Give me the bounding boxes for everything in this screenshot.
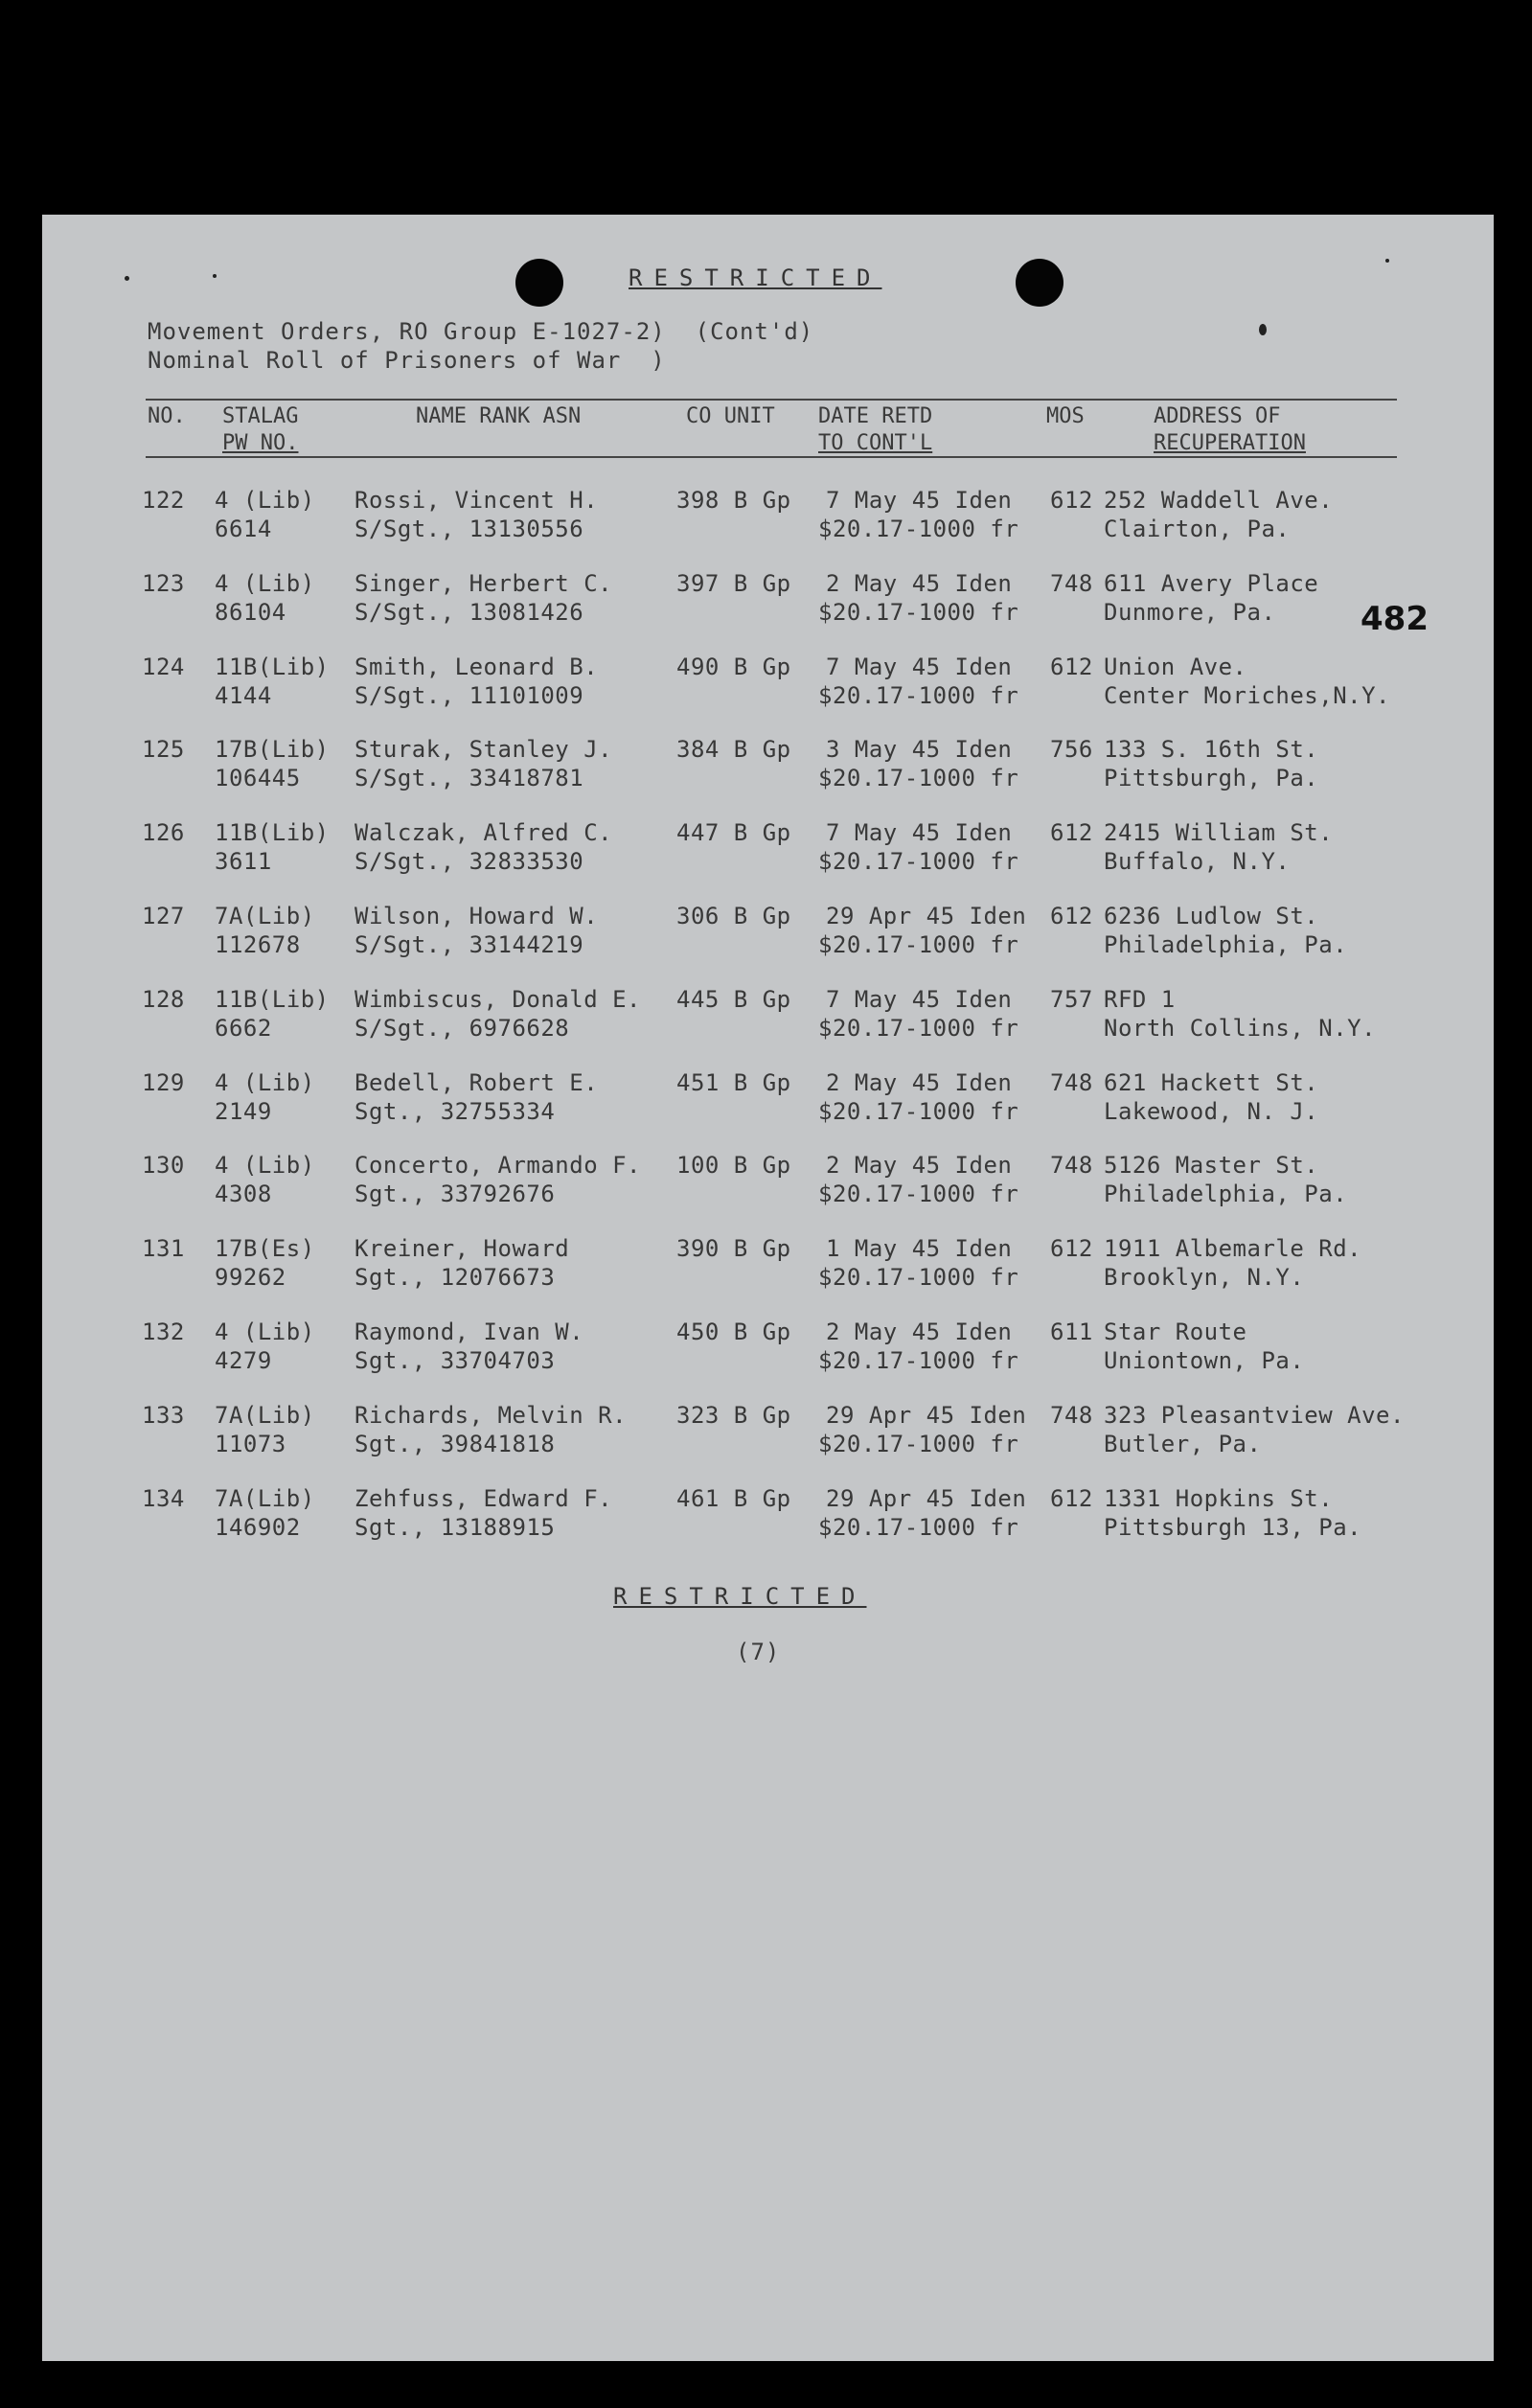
table-row	[42, 903, 1494, 979]
cell-addr2: Center Moriches,N.Y.	[1104, 681, 1390, 709]
col-recuperation: RECUPERATION	[1154, 431, 1306, 455]
table-row	[42, 1152, 1494, 1228]
table-row	[42, 570, 1494, 647]
cell-rank: Sgt., 39841818	[354, 1430, 556, 1457]
cell-unit: 397 B Gp	[676, 569, 791, 597]
col-mos: MOS	[1046, 404, 1085, 428]
cell-mos: 611	[1050, 1319, 1093, 1345]
header-rule-bottom	[146, 456, 1397, 458]
cell-pw: 99262	[215, 1264, 286, 1292]
heading-line-1: Movement Orders, RO Group E-1027-2) (Cont'd)	[148, 318, 814, 345]
cell-addr1: 252 Waddell Ave.	[1104, 487, 1334, 514]
cell-name: Walczak, Alfred C.	[354, 819, 613, 847]
cell-unit: 450 B Gp	[676, 1319, 791, 1345]
cell-mos: 748	[1050, 1068, 1093, 1096]
cell-no: 122	[142, 487, 185, 514]
cell-stalag: 7A(Lib)	[215, 1401, 315, 1429]
cell-stalag: 7A(Lib)	[215, 1484, 315, 1512]
cell-addr2: Uniontown, Pa.	[1104, 1347, 1305, 1374]
cell-date: 29 Apr 45 Iden	[826, 903, 1027, 929]
cell-unit: 390 B Gp	[676, 1235, 791, 1263]
col-no: NO.	[148, 404, 186, 428]
cell-stalag: 7A(Lib)	[215, 903, 315, 929]
table-row	[42, 1235, 1494, 1312]
cell-name: Concerto, Armando F.	[354, 1152, 641, 1180]
cell-name: Bedell, Robert E.	[354, 1068, 599, 1096]
cell-rank: S/Sgt., 32833530	[354, 848, 584, 876]
cell-unit: 100 B Gp	[676, 1152, 791, 1180]
header-rule-top	[146, 399, 1397, 401]
cell-rank: S/Sgt., 33144219	[354, 931, 584, 958]
cell-pay: $20.17-1000 fr	[818, 1347, 1019, 1374]
cell-addr2: Clairton, Pa.	[1104, 516, 1291, 542]
cell-pw: 106445	[215, 765, 301, 792]
heading-line-2: Nominal Roll of Prisoners of War )	[148, 347, 666, 374]
cell-addr2: Lakewood, N. J.	[1104, 1097, 1319, 1125]
cell-addr2: North Collins, N.Y.	[1104, 1014, 1377, 1042]
cell-addr1: RFD 1	[1104, 985, 1176, 1013]
table-row	[42, 1319, 1494, 1395]
cell-no: 133	[142, 1401, 185, 1429]
cell-mos: 748	[1050, 569, 1093, 597]
cell-unit: 398 B Gp	[676, 487, 791, 514]
cell-rank: Sgt., 33704703	[354, 1347, 556, 1374]
speck	[125, 276, 129, 281]
cell-pay: $20.17-1000 fr	[818, 931, 1019, 958]
speck	[213, 274, 217, 278]
cell-name: Rossi, Vincent H.	[354, 487, 599, 514]
cell-pay: $20.17-1000 fr	[818, 1264, 1019, 1292]
cell-rank: S/Sgt., 11101009	[354, 681, 584, 709]
cell-stalag: 4 (Lib)	[215, 487, 315, 514]
cell-addr1: 621 Hackett St.	[1104, 1068, 1319, 1096]
cell-addr1: 5126 Master St.	[1104, 1152, 1319, 1180]
cell-addr1: 6236 Ludlow St.	[1104, 903, 1319, 929]
cell-pw: 4279	[215, 1347, 272, 1374]
cell-addr1: Union Ave.	[1104, 653, 1247, 680]
cell-pay: $20.17-1000 fr	[818, 1181, 1019, 1208]
cell-mos: 612	[1050, 819, 1093, 847]
cell-rank: S/Sgt., 6976628	[354, 1014, 570, 1042]
document-page	[42, 215, 1494, 2361]
cell-name: Wimbiscus, Donald E.	[354, 985, 641, 1013]
cell-unit: 490 B Gp	[676, 653, 791, 680]
cell-no: 124	[142, 653, 185, 680]
cell-no: 123	[142, 569, 185, 597]
cell-unit: 461 B Gp	[676, 1484, 791, 1512]
col-to-control: TO CONT'L	[818, 431, 933, 455]
speck	[1385, 259, 1389, 263]
cell-date: 2 May 45 Iden	[826, 1319, 1013, 1345]
cell-name: Sturak, Stanley J.	[354, 736, 613, 764]
cell-pw: 3611	[215, 848, 272, 876]
cell-pay: $20.17-1000 fr	[818, 1430, 1019, 1457]
cell-mos: 612	[1050, 1235, 1093, 1263]
cell-pw: 4144	[215, 681, 272, 709]
cell-no: 131	[142, 1235, 185, 1263]
cell-pw: 86104	[215, 598, 286, 626]
cell-no: 132	[142, 1319, 185, 1345]
cell-date: 2 May 45 Iden	[826, 1152, 1013, 1180]
table-row	[42, 819, 1494, 896]
cell-mos: 612	[1050, 903, 1093, 929]
cell-addr2: Brooklyn, N.Y.	[1104, 1264, 1305, 1292]
cell-name: Raymond, Ivan W.	[354, 1319, 584, 1345]
cell-unit: 323 B Gp	[676, 1401, 791, 1429]
cell-no: 134	[142, 1484, 185, 1512]
cell-date: 29 Apr 45 Iden	[826, 1484, 1027, 1512]
cell-addr2: Philadelphia, Pa.	[1104, 931, 1348, 958]
page-number: (7)	[736, 1639, 781, 1665]
col-stalag: STALAG	[222, 404, 299, 428]
cell-unit: 384 B Gp	[676, 736, 791, 764]
cell-date: 3 May 45 Iden	[826, 736, 1013, 764]
cell-stalag: 4 (Lib)	[215, 569, 315, 597]
cell-pay: $20.17-1000 fr	[818, 1097, 1019, 1125]
cell-pw: 6662	[215, 1014, 272, 1042]
cell-name: Singer, Herbert C.	[354, 569, 613, 597]
cell-unit: 306 B Gp	[676, 903, 791, 929]
cell-date: 1 May 45 Iden	[826, 1235, 1013, 1263]
speck	[1259, 324, 1267, 335]
cell-pay: $20.17-1000 fr	[818, 1014, 1019, 1042]
cell-pw: 4308	[215, 1181, 272, 1208]
cell-no: 126	[142, 819, 185, 847]
cell-mos: 612	[1050, 1484, 1093, 1512]
cell-pw: 2149	[215, 1097, 272, 1125]
cell-date: 29 Apr 45 Iden	[826, 1401, 1027, 1429]
cell-pw: 112678	[215, 931, 301, 958]
cell-rank: Sgt., 12076673	[354, 1264, 556, 1292]
cell-stalag: 17B(Es)	[215, 1235, 315, 1263]
cell-pw: 6614	[215, 516, 272, 542]
cell-name: Smith, Leonard B.	[354, 653, 599, 680]
cell-rank: S/Sgt., 33418781	[354, 765, 584, 792]
cell-stalag: 17B(Lib)	[215, 736, 330, 764]
cell-addr1: 323 Pleasantview Ave.	[1104, 1401, 1405, 1429]
cell-pay: $20.17-1000 fr	[818, 681, 1019, 709]
table-row	[42, 736, 1494, 813]
cell-unit: 451 B Gp	[676, 1068, 791, 1096]
cell-unit: 447 B Gp	[676, 819, 791, 847]
stamp-number: 482	[1361, 600, 1429, 638]
cell-no: 125	[142, 736, 185, 764]
cell-stalag: 11B(Lib)	[215, 819, 330, 847]
cell-addr2: Pittsburgh, Pa.	[1104, 765, 1319, 792]
cell-pay: $20.17-1000 fr	[818, 1513, 1019, 1541]
punch-hole-left	[515, 259, 563, 307]
cell-unit: 445 B Gp	[676, 985, 791, 1013]
cell-pay: $20.17-1000 fr	[818, 516, 1019, 542]
table-row	[42, 1069, 1494, 1146]
cell-addr1: 611 Avery Place	[1104, 569, 1319, 597]
cell-no: 130	[142, 1152, 185, 1180]
cell-name: Kreiner, Howard	[354, 1235, 570, 1263]
cell-name: Zehfuss, Edward F.	[354, 1484, 613, 1512]
cell-addr1: 2415 William St.	[1104, 819, 1334, 847]
cell-date: 7 May 45 Iden	[826, 487, 1013, 514]
cell-mos: 748	[1050, 1401, 1093, 1429]
cell-pay: $20.17-1000 fr	[818, 598, 1019, 626]
cell-mos: 612	[1050, 653, 1093, 680]
cell-stalag: 4 (Lib)	[215, 1152, 315, 1180]
cell-addr2: Philadelphia, Pa.	[1104, 1181, 1348, 1208]
cell-addr1: 1331 Hopkins St.	[1104, 1484, 1334, 1512]
cell-rank: Sgt., 33792676	[354, 1181, 556, 1208]
cell-addr1: 133 S. 16th St.	[1104, 736, 1319, 764]
cell-date: 7 May 45 Iden	[826, 653, 1013, 680]
col-pw-no: PW NO.	[222, 431, 299, 455]
cell-mos: 748	[1050, 1152, 1093, 1180]
col-date-retd: DATE RETD	[818, 404, 933, 428]
cell-pw: 146902	[215, 1513, 301, 1541]
table-row	[42, 654, 1494, 730]
cell-addr1: 1911 Albemarle Rd.	[1104, 1235, 1362, 1263]
cell-rank: Sgt., 13188915	[354, 1513, 556, 1541]
cell-date: 7 May 45 Iden	[826, 985, 1013, 1013]
cell-name: Richards, Melvin R.	[354, 1401, 628, 1429]
cell-stalag: 11B(Lib)	[215, 985, 330, 1013]
classification-top: RESTRICTED	[629, 264, 882, 291]
cell-addr1: Star Route	[1104, 1319, 1247, 1345]
cell-rank: S/Sgt., 13081426	[354, 598, 584, 626]
cell-addr2: Pittsburgh 13, Pa.	[1104, 1513, 1362, 1541]
cell-mos: 756	[1050, 736, 1093, 764]
cell-rank: Sgt., 32755334	[354, 1097, 556, 1125]
cell-date: 2 May 45 Iden	[826, 569, 1013, 597]
table-row	[42, 1485, 1494, 1562]
cell-mos: 757	[1050, 985, 1093, 1013]
cell-addr2: Butler, Pa.	[1104, 1430, 1262, 1457]
col-address-of: ADDRESS OF	[1154, 404, 1281, 428]
cell-pay: $20.17-1000 fr	[818, 848, 1019, 876]
table-row	[42, 1402, 1494, 1479]
cell-no: 128	[142, 985, 185, 1013]
table-row	[42, 487, 1494, 563]
cell-pay: $20.17-1000 fr	[818, 765, 1019, 792]
cell-mos: 612	[1050, 487, 1093, 514]
cell-addr2: Buffalo, N.Y.	[1104, 848, 1291, 876]
table-row	[42, 986, 1494, 1063]
cell-no: 129	[142, 1068, 185, 1096]
cell-rank: S/Sgt., 13130556	[354, 516, 584, 542]
punch-hole-right	[1016, 259, 1063, 307]
cell-addr2: Dunmore, Pa.	[1104, 598, 1276, 626]
cell-stalag: 4 (Lib)	[215, 1319, 315, 1345]
classification-bottom: RESTRICTED	[613, 1583, 867, 1610]
cell-stalag: 4 (Lib)	[215, 1068, 315, 1096]
col-name-rank-asn: NAME RANK ASN	[416, 404, 582, 428]
cell-date: 7 May 45 Iden	[826, 819, 1013, 847]
cell-stalag: 11B(Lib)	[215, 653, 330, 680]
col-co-unit: CO UNIT	[686, 404, 775, 428]
cell-no: 127	[142, 903, 185, 929]
cell-name: Wilson, Howard W.	[354, 903, 599, 929]
cell-pw: 11073	[215, 1430, 286, 1457]
cell-date: 2 May 45 Iden	[826, 1068, 1013, 1096]
